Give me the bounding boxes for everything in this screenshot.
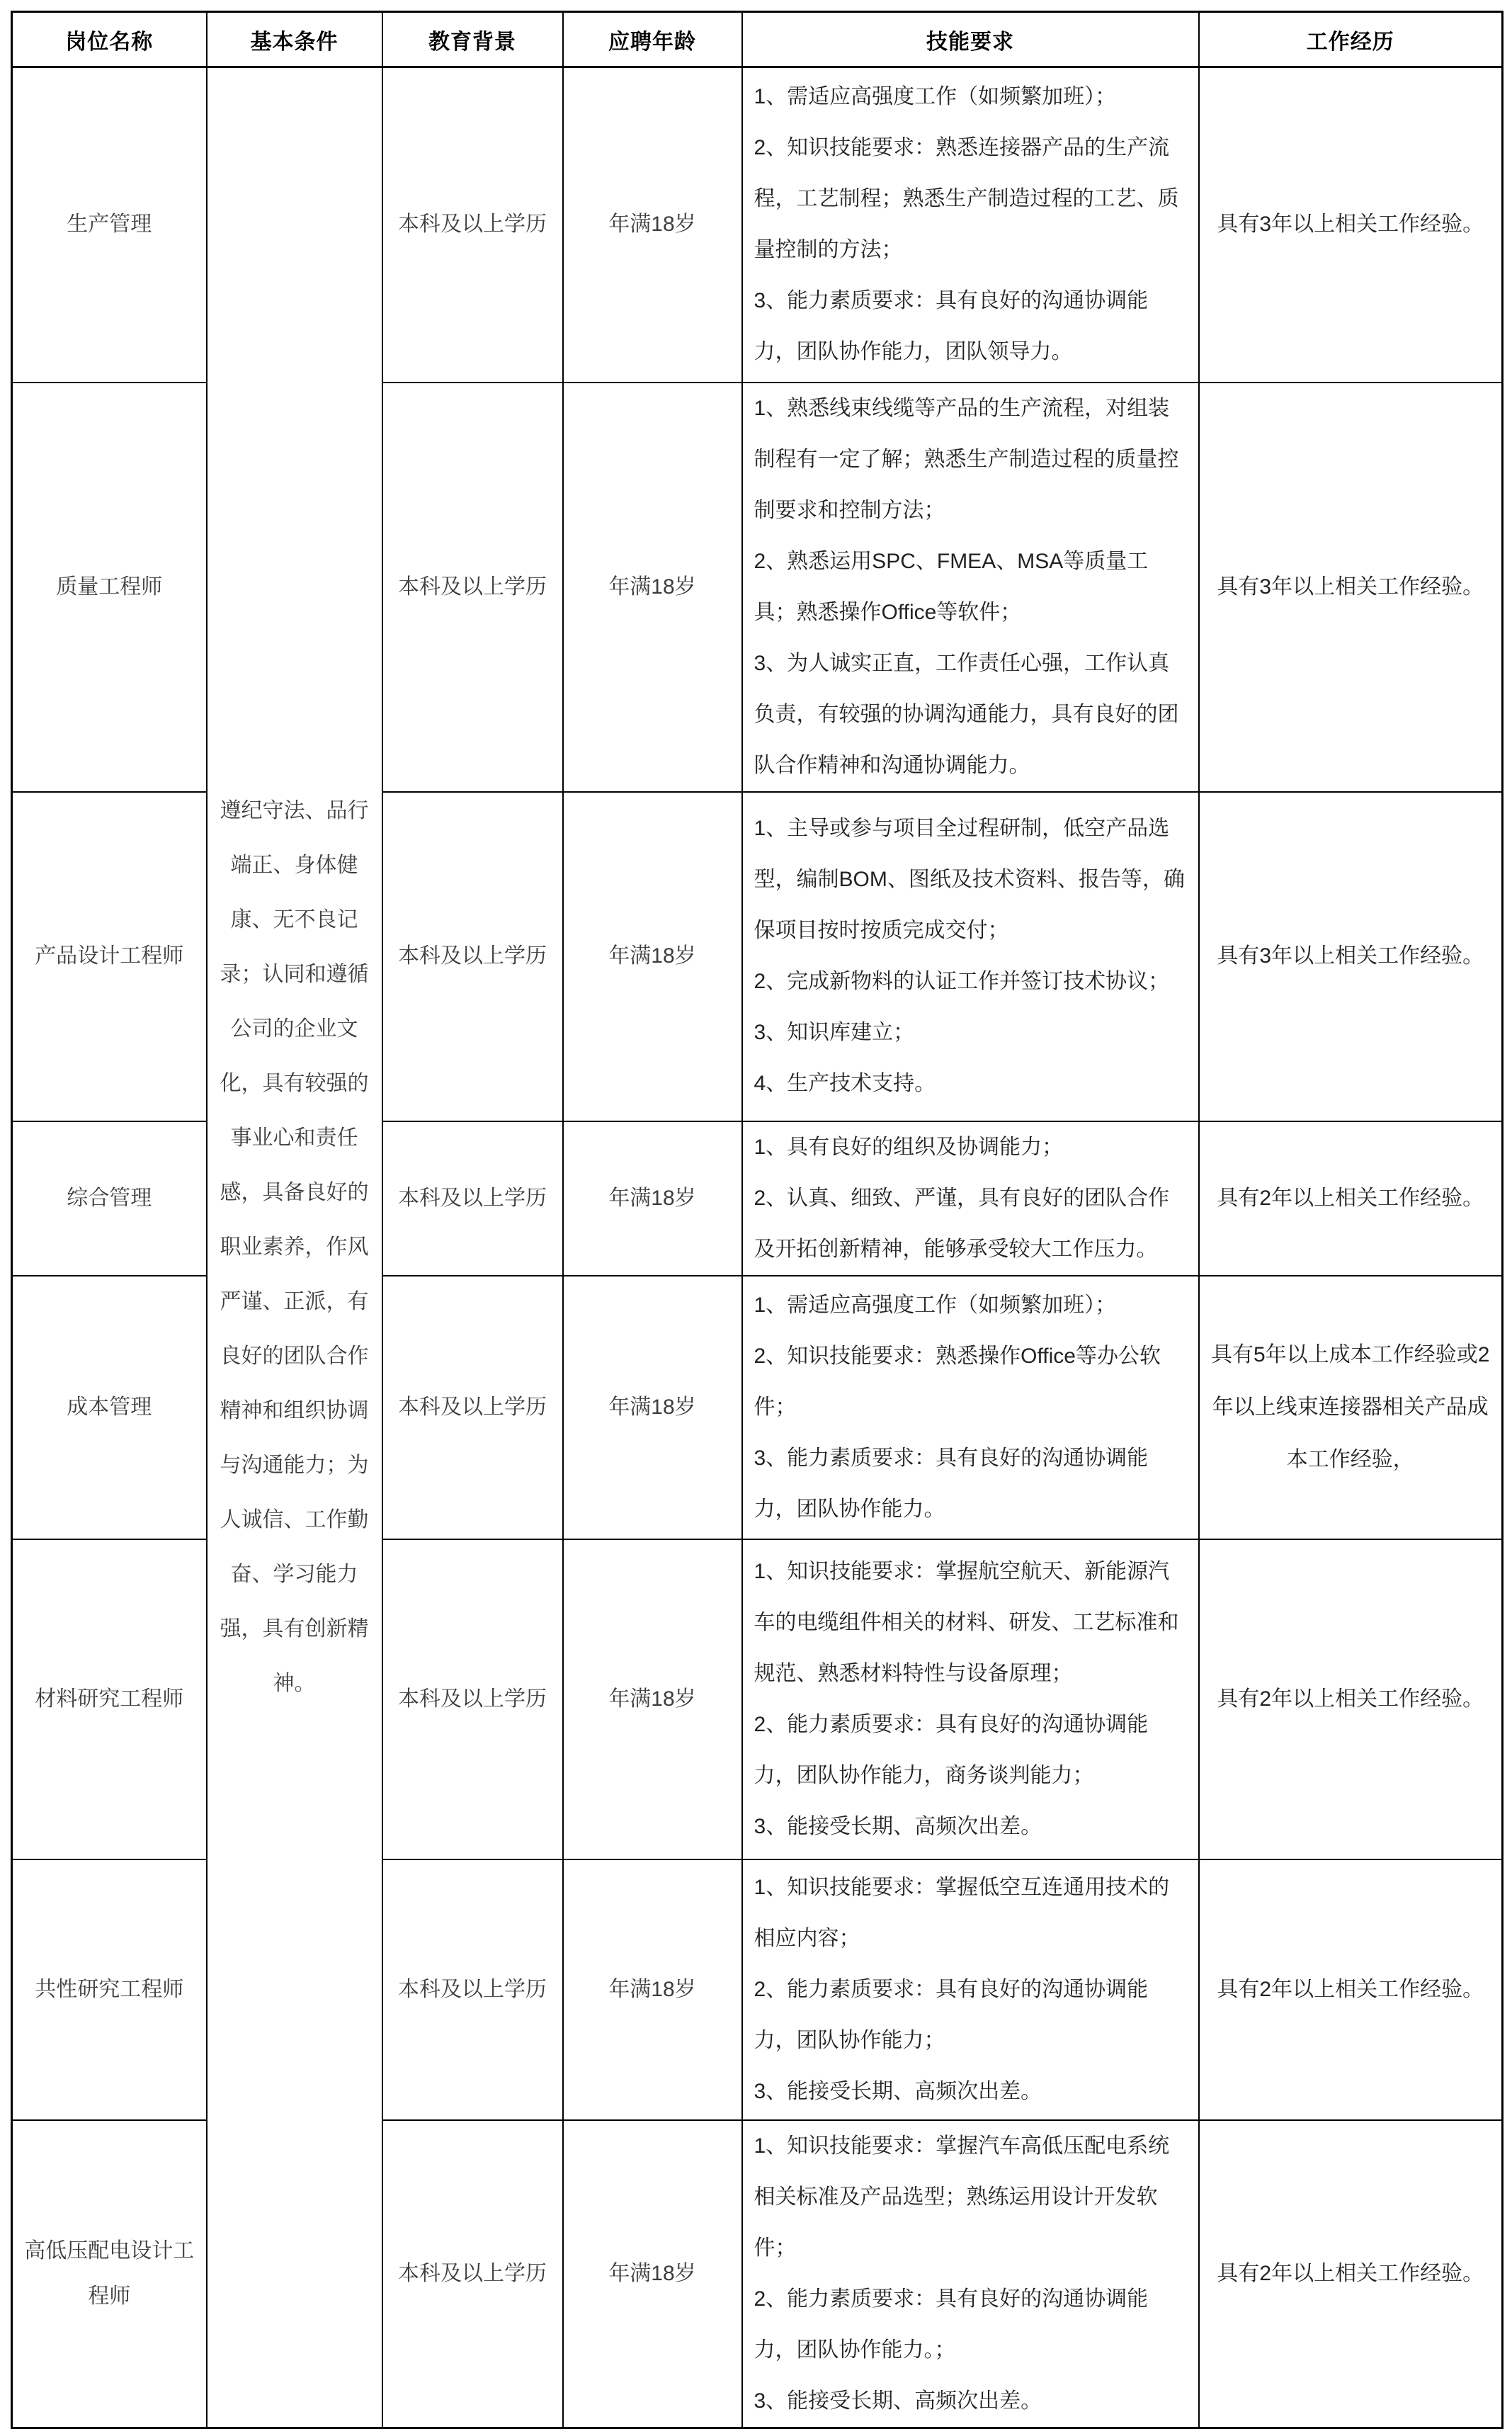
education-cell: 本科及以上学历 [382,1276,563,1539]
position-cell: 共性研究工程师 [12,1859,207,2120]
skill-item: 1、知识技能要求：掌握航空航天、新能源汽车的电缆组件相关的材料、研发、工艺标准和规范、熟悉材料特性与设备原理； [754,1559,1179,1685]
position-cell: 高低压配电设计工程师 [12,2120,207,2428]
skill-item: 2、认真、细致、严谨，具有良好的团队合作及开拓创新精神，能够承受较大工作压力。 [754,1186,1170,1261]
skill-item: 2、知识技能要求：熟悉操作Office等办公软件； [754,1344,1161,1419]
age-cell: 年满18岁 [563,1859,742,2120]
skills-cell [742,1539,1199,1859]
experience-cell: 具有2年以上相关工作经验。 [1199,2120,1503,2428]
education-cell: 本科及以上学历 [382,1121,563,1276]
age-cell: 年满18岁 [563,1121,742,1276]
experience-cell: 具有2年以上相关工作经验。 [1199,1121,1503,1276]
age-cell: 年满18岁 [563,67,742,383]
experience-cell: 具有5年以上成本工作经验或2年以上线束连接器相关产品成本工作经验， [1199,1276,1503,1539]
position-cell: 成本管理 [12,1276,207,1539]
education-cell: 本科及以上学历 [382,383,563,792]
skills-cell [742,383,1199,792]
position-cell: 质量工程师 [12,383,207,792]
skill-item: 2、能力素质要求：具有良好的沟通协调能力，团队协作能力，商务谈判能力； [754,1712,1149,1787]
skill-item: 2、完成新物料的认证工作并签订技术协议； [754,970,1170,993]
skill-item: 2、知识技能要求：熟悉连接器产品的生产流程，工艺制程；熟悉生产制造过程的工艺、质量控制的方法； [754,136,1179,262]
skill-item: 2、熟悉运用SPC、FMEA、MSA等质量工具；熟悉操作Office等软件； [754,549,1149,624]
skills-cell [742,1121,1199,1276]
skill-item: 1、知识技能要求：掌握低空互连通用技术的相应内容； [754,1875,1170,1950]
header-row [12,12,1503,67]
position-cell: 生产管理 [12,67,207,383]
experience-cell: 具有3年以上相关工作经验。 [1199,383,1503,792]
experience-cell: 具有3年以上相关工作经验。 [1199,67,1503,383]
experience-cell: 具有2年以上相关工作经验。 [1199,1539,1503,1859]
skill-item: 3、知识库建立； [754,1021,915,1044]
skill-item: 1、具有良好的组织及协调能力； [754,1135,1064,1159]
skills-cell [742,1276,1199,1539]
skill-item: 1、需适应高强度工作（如频繁加班）； [754,85,1117,109]
header-education: 教育背景 [382,12,563,67]
skill-item: 3、能力素质要求：具有良好的沟通协调能力，团队协作能力，团队领导力。 [754,289,1149,364]
skills-cell [742,1859,1199,2120]
experience-cell: 具有3年以上相关工作经验。 [1199,792,1503,1121]
skill-item: 2、能力素质要求：具有良好的沟通协调能力，团队协作能力； [754,1977,1149,2052]
header-experience: 工作经历 [1199,12,1503,67]
basic-conditions-cell: 遵纪守法、品行端正、身体健康、无不良记录；认同和遵循公司的企业文化，具有较强的事业心和责任感，具备良好的职业素养，作风严谨、正派，有良好的团队合作精神和组织协调与沟通能力；为人诚信、工作勤奋、学习能力强，具有创新精神。 [207,67,382,2428]
position-cell: 产品设计工程师 [12,792,207,1121]
education-cell: 本科及以上学历 [382,1539,563,1859]
skill-item: 3、能接受长期、高频次出差。 [754,2079,1042,2103]
skill-item: 3、能接受长期、高频次出差。 [754,1814,1042,1838]
skills-cell [742,2120,1199,2428]
age-cell: 年满18岁 [563,792,742,1121]
header-basic-conditions: 基本条件 [207,12,382,67]
skill-item: 1、知识技能要求：掌握汽车高低压配电系统相关标准及产品选型；熟练运用设计开发软件； [754,2134,1170,2260]
header-position: 岗位名称 [12,12,207,67]
table-row-production-management [12,67,1503,383]
age-cell: 年满18岁 [563,1539,742,1859]
skills-cell [742,792,1199,1121]
position-cell: 材料研究工程师 [12,1539,207,1859]
age-cell: 年满18岁 [563,383,742,792]
skill-item: 2、能力素质要求：具有良好的沟通协调能力，团队协作能力。； [754,2287,1149,2362]
position-cell: 综合管理 [12,1121,207,1276]
skill-item: 1、需适应高强度工作（如频繁加班）； [754,1293,1117,1317]
skill-item: 4、生产技术支持。 [754,1072,936,1095]
skill-item: 1、主导或参与项目全过程研制，低空产品选型，编制BOM、图纸及技术资料、报告等，确保项目按时按质完成交付； [754,817,1185,942]
education-cell: 本科及以上学历 [382,792,563,1121]
experience-cell: 具有2年以上相关工作经验。 [1199,1859,1503,2120]
skills-cell [742,67,1199,383]
age-cell: 年满18岁 [563,1276,742,1539]
job-table [11,11,1504,2429]
header-age: 应聘年龄 [563,12,742,67]
education-cell: 本科及以上学历 [382,1859,563,2120]
education-cell: 本科及以上学历 [382,67,563,383]
header-skills: 技能要求 [742,12,1199,67]
age-cell: 年满18岁 [563,2120,742,2428]
skill-item: 3、能力素质要求：具有良好的沟通协调能力，团队协作能力。 [754,1446,1149,1521]
skill-item: 3、能接受长期、高频次出差。 [754,2389,1042,2413]
education-cell: 本科及以上学历 [382,2120,563,2428]
skill-item: 1、熟悉线束线缆等产品的生产流程，对组装制程有一定了解；熟悉生产制造过程的质量控制要求和控制方法； [754,396,1179,522]
skill-item: 3、为人诚实正直，工作责任心强，工作认真负责，有较强的协调沟通能力，具有良好的团队合作精神和沟通协调能力。 [754,651,1179,777]
